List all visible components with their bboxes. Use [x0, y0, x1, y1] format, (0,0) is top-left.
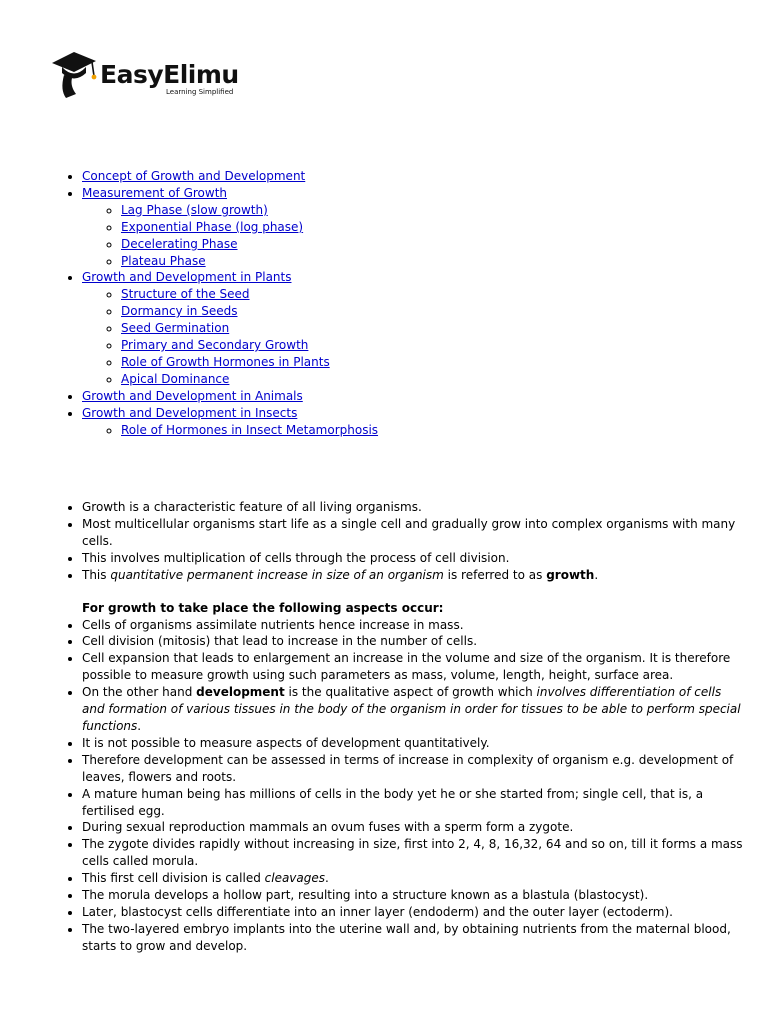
toc-link[interactable]: Concept of Growth and Development	[82, 169, 306, 183]
content-item	[82, 819, 744, 836]
toc-item	[82, 405, 744, 439]
italic-phrase: cleavages	[264, 871, 326, 886]
toc-link[interactable]: Growth and Development in Plants	[82, 270, 292, 285]
toc-item	[82, 185, 744, 270]
content-item	[82, 633, 744, 650]
toc-item	[82, 168, 744, 185]
text-run: The morula develops a hollow part, resulting into a structure known as a blastula (blastocyst).	[82, 888, 649, 903]
content-item	[82, 617, 744, 634]
text-run: .	[594, 567, 599, 582]
text-run: The zygote divides rapidly without increasing in size, first into 2, 4, 8, 16,32, 64 and so on, till it forms a mass cells called morula.	[82, 837, 743, 869]
toc-sublist	[82, 422, 744, 439]
toc-link[interactable]: Measurement of Growth	[82, 185, 228, 200]
toc-sublink[interactable]: Role of Hormones in Insect Metamorphosis	[121, 422, 379, 437]
toc-sublink[interactable]: Decelerating Phase	[121, 236, 238, 251]
intro-list	[64, 499, 744, 584]
text-run: Cell division (mitosis) that lead to increase in the number of cells.	[82, 634, 478, 649]
content-item	[82, 650, 744, 684]
italic-phrase: involves differentiation of cells and formation of various tissues in the body of the organism in order for tissues to be able to perform special functions	[82, 685, 741, 733]
content-item	[82, 836, 744, 870]
toc-item	[82, 269, 744, 387]
toc-subitem	[121, 422, 744, 439]
toc-sublink[interactable]: Lag Phase (slow growth)	[121, 202, 268, 217]
content-item	[82, 904, 744, 921]
aspects-list	[64, 617, 744, 955]
toc-item	[82, 388, 744, 405]
content-item	[82, 684, 744, 735]
toc-sublink[interactable]: Structure of the Seed	[121, 287, 250, 302]
text-run: Therefore development can be assessed in terms of increase in complexity of organism e.g. development of leaves, flowers and roots.	[82, 752, 734, 784]
toc-sublink[interactable]: Plateau Phase	[121, 253, 206, 268]
toc-subitem	[121, 219, 744, 236]
text-run: This involves multiplication of cells through the process of cell division.	[82, 550, 510, 565]
easyelimu-logo[interactable]	[50, 44, 250, 104]
toc-subitem	[121, 303, 744, 320]
content-item	[82, 499, 744, 516]
graduation-cap-icon	[50, 46, 106, 102]
toc-subitem	[121, 202, 744, 219]
text-run: It is not possible to measure aspects of development quantitatively.	[82, 735, 490, 750]
aspects-heading: For growth to take place the following aspects occur:	[82, 600, 444, 615]
content-item	[82, 516, 744, 550]
toc-subitem	[121, 286, 744, 303]
toc-sublink[interactable]: Dormancy in Seeds	[121, 304, 238, 319]
content-item	[82, 550, 744, 567]
content-item	[82, 887, 744, 904]
toc-sublink[interactable]: Exponential Phase (log phase)	[121, 219, 304, 234]
toc-subitem	[121, 236, 744, 253]
text-run: is the qualitative aspect of growth which	[284, 685, 537, 700]
bold-term: growth	[546, 567, 595, 582]
table-of-contents	[64, 168, 744, 439]
toc-sublink[interactable]: Role of Growth Hormones in Plants	[121, 354, 330, 369]
article-body	[64, 499, 744, 955]
toc-sublink[interactable]: Seed Germination	[121, 321, 230, 336]
bold-term: development	[196, 685, 285, 700]
text-run: During sexual reproduction mammals an ovum fuses with a sperm form a zygote.	[82, 820, 574, 835]
toc-subitem	[121, 354, 744, 371]
text-run: Later, blastocyst cells differentiate into an inner layer (endoderm) and the outer layer (ectoderm).	[82, 904, 673, 919]
text-run: is referred to as	[443, 567, 547, 582]
text-run: A mature human being has millions of cells in the body yet he or she started from; single cell, that is, a fertilised egg.	[82, 786, 704, 818]
text-run: .	[137, 718, 142, 733]
toc-subitem	[121, 320, 744, 337]
text-run: On the other hand	[82, 685, 197, 700]
text-run: .	[325, 871, 329, 886]
text-run: The two-layered embryo implants into the uterine wall and, by obtaining nutrients from the maternal blood, starts to grow and develop.	[82, 921, 731, 953]
brand-tagline: Learning Simplified	[166, 88, 234, 96]
italic-phrase: quantitative permanent increase in size of an organism	[110, 567, 444, 582]
toc-link[interactable]: Growth and Development in Insects	[82, 405, 298, 420]
content-item	[82, 735, 744, 752]
toc-link[interactable]: Growth and Development in Animals	[82, 388, 303, 403]
toc-subitem	[121, 337, 744, 354]
text-run: Most multicellular organisms start life as a single cell and gradually grow into complex organisms with many cells.	[82, 516, 736, 548]
content-item	[82, 567, 744, 584]
toc-sublist	[82, 286, 744, 387]
content-item	[82, 786, 744, 820]
content-item	[82, 870, 744, 887]
toc-subitem	[121, 253, 744, 270]
toc-subitem	[121, 371, 744, 388]
text-run: Cell expansion that leads to enlargement an increase in the volume and size of the organism. It is therefore possible to measure growth using such parameters as mass, volume, length, height, surface area.	[82, 651, 731, 683]
text-run: This	[82, 567, 111, 582]
text-run: Growth is a characteristic feature of all living organisms.	[82, 500, 422, 514]
brand-name: EasyElimu	[100, 60, 239, 89]
toc-sublist	[82, 202, 744, 270]
text-run: This first cell division is called	[82, 871, 265, 886]
content-item	[82, 921, 744, 955]
content-item	[82, 752, 744, 786]
toc-sublink[interactable]: Apical Dominance	[121, 371, 230, 386]
text-run: Cells of organisms assimilate nutrients hence increase in mass.	[82, 617, 464, 632]
toc-sublink[interactable]: Primary and Secondary Growth	[121, 338, 309, 353]
